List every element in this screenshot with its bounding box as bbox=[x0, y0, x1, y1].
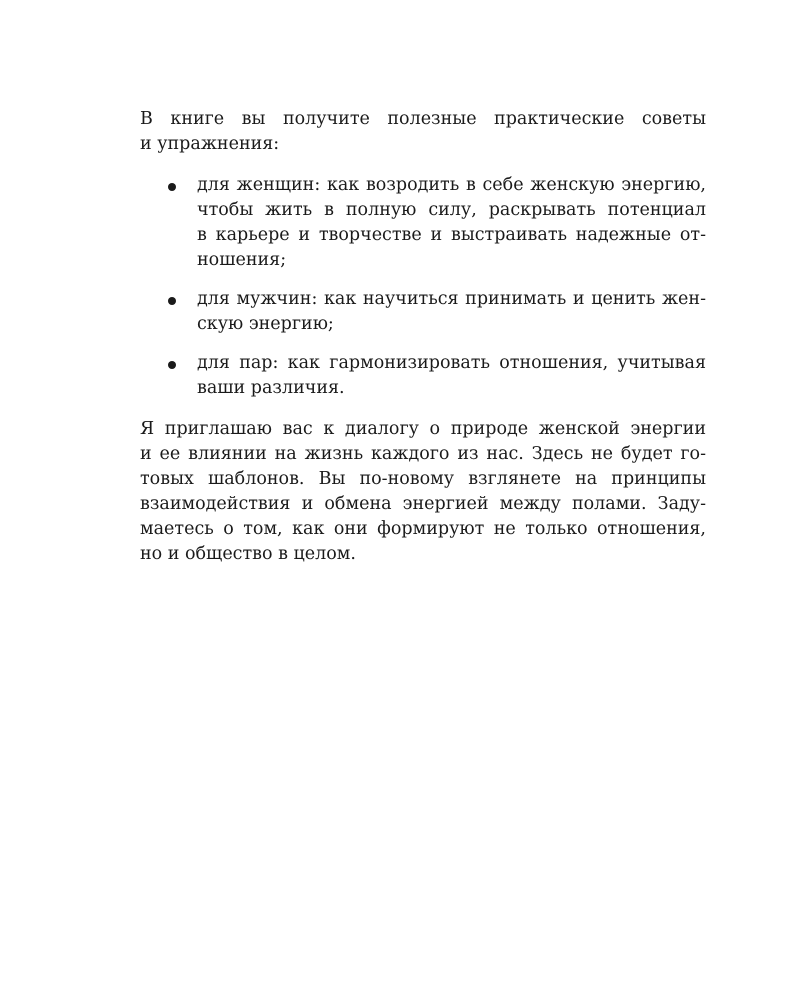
bullet-icon bbox=[168, 361, 176, 369]
intro-paragraph bbox=[140, 107, 706, 157]
text-line: В книге вы получите полезные практические советы bbox=[140, 109, 706, 129]
list-item-women bbox=[140, 173, 706, 273]
text-line: чтобы жить в полную силу, раскрывать потенциал bbox=[197, 200, 706, 220]
text-line: и ее влиянии на жизнь каждого из нас. Здесь не будет го- bbox=[140, 444, 706, 464]
book-page bbox=[140, 107, 706, 567]
text-line: но и общество в целом. bbox=[140, 544, 356, 564]
text-line: для мужчин: как научиться принимать и ценить жен- bbox=[197, 289, 706, 309]
text-line: ношения; bbox=[197, 250, 287, 270]
closing-paragraph bbox=[140, 417, 706, 567]
list-item-couples bbox=[140, 351, 706, 401]
text-line: и упражнения: bbox=[140, 134, 280, 154]
text-line: Я приглашаю вас к диалогу о природе женской энергии bbox=[140, 419, 706, 439]
bullet-icon bbox=[168, 297, 176, 305]
text-line: в карьере и творчестве и выстраивать надежные от- bbox=[197, 225, 706, 245]
text-line: взаимодействия и обмена энергией между полами. Заду- bbox=[140, 494, 706, 514]
text-line: товых шаблонов. Вы по-новому взглянете на принципы bbox=[140, 469, 706, 489]
text-line: для пар: как гармонизировать отношения, учитывая bbox=[197, 353, 706, 373]
bullet-icon bbox=[168, 183, 176, 191]
text-line: для женщин: как возродить в себе женскую энергию, bbox=[197, 175, 706, 195]
text-line: маетесь о том, как они формируют не только отношения, bbox=[140, 519, 706, 539]
text-line: скую энергию; bbox=[197, 314, 334, 334]
text-line: ваши различия. bbox=[197, 378, 345, 398]
advice-list bbox=[140, 173, 706, 401]
list-item-men bbox=[140, 287, 706, 337]
